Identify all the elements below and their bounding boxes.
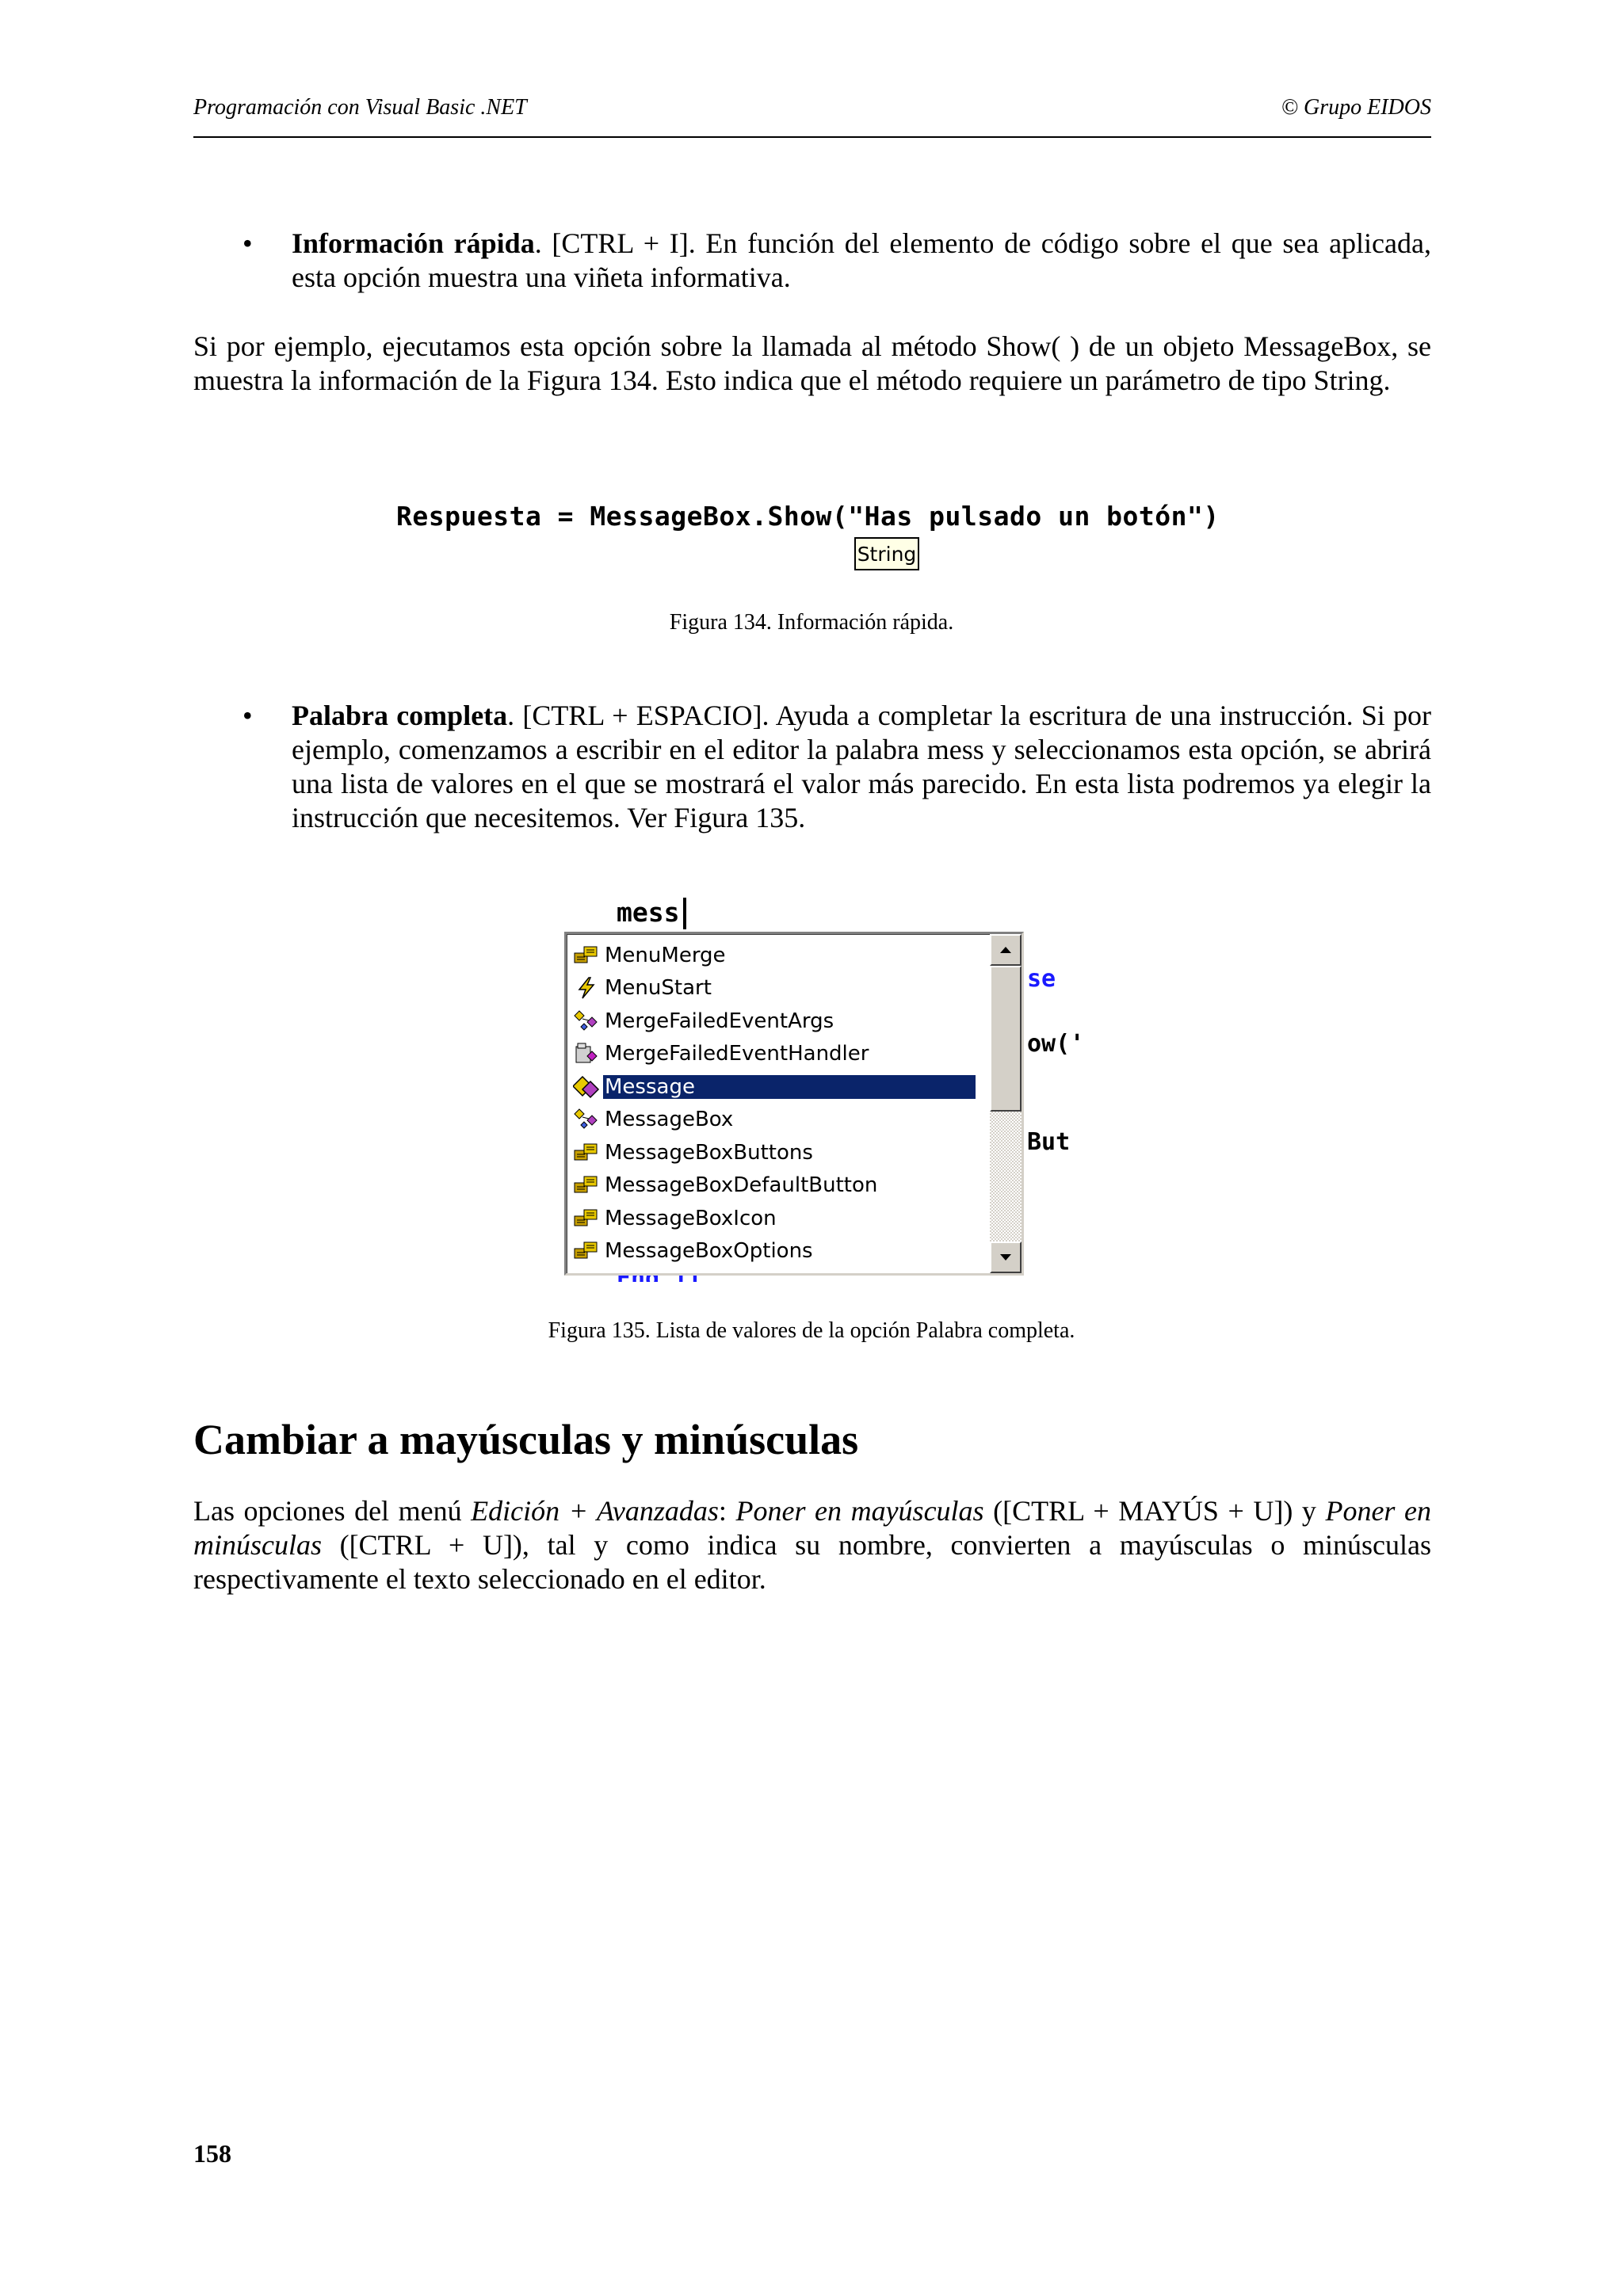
- paragraph: Si por ejemplo, ejecutamos esta opción sobre la llamada al método Show( ) de un objeto MessageBox, se muestra la información de la Figura 134. Esto indica que el método requiere un parámetro de tipo String.: [193, 330, 1431, 396]
- completion-item[interactable]: [570, 1070, 985, 1104]
- paragraph: [193, 1494, 1431, 1596]
- delegate-icon: [570, 1039, 603, 1068]
- enum-icon: [570, 1171, 603, 1199]
- text: :: [718, 1495, 736, 1527]
- figure-caption: Figura 135. Lista de valores de la opción Palabra completa.: [548, 1318, 1075, 1343]
- class-icon: [570, 1105, 603, 1134]
- completion-item[interactable]: [570, 939, 985, 972]
- completion-item-label: MenuMerge: [605, 943, 726, 967]
- running-header-title: Programación con Visual Basic .NET: [193, 95, 527, 120]
- bullet-marker: •: [242, 700, 253, 731]
- figure-caption: Figura 134. Información rápida.: [669, 610, 954, 635]
- completion-items: [570, 939, 985, 1268]
- completion-item-label: MergeFailedEventHandler: [605, 1042, 869, 1066]
- completion-item[interactable]: [570, 1169, 985, 1203]
- bullet-term: Palabra completa: [292, 700, 508, 731]
- page-number: 158: [193, 2139, 231, 2168]
- enum-icon: [570, 1204, 603, 1233]
- obscured-code: se: [1027, 965, 1056, 993]
- completion-item-label: MessageBoxButtons: [605, 1140, 813, 1165]
- completion-item[interactable]: [570, 1202, 985, 1235]
- enum-icon: [570, 941, 603, 970]
- completion-item-label: Message: [603, 1075, 976, 1099]
- code-line: Respuesta = MessageBox.Show("Has pulsado un botón"): [396, 501, 1220, 532]
- completion-item-label: MessageBoxDefaultButton: [605, 1173, 878, 1198]
- text: ([CTRL + MAYÚS + U]) y: [983, 1495, 1326, 1527]
- section-heading: Cambiar a mayúsculas y minúsculas: [193, 1416, 859, 1463]
- option-name: Poner en mayúsculas: [735, 1495, 984, 1527]
- obscured-code: ow(': [1027, 1030, 1085, 1058]
- arrow-down-icon: [999, 1253, 1012, 1261]
- bullet-info-rapida: [292, 227, 1431, 295]
- completion-item-label: MergeFailedEventArgs: [605, 1009, 834, 1033]
- scrollbar-thumb[interactable]: [990, 966, 1022, 1112]
- enum-icon: [570, 1138, 603, 1167]
- completion-item[interactable]: [570, 1235, 985, 1268]
- class-icon: [570, 1007, 603, 1035]
- obscured-code: But: [1027, 1128, 1071, 1156]
- completion-item[interactable]: [570, 1136, 985, 1169]
- option-name: Poner en minúsculas: [193, 1495, 1431, 1561]
- text: ([CTRL + U]), tal y como indica su nombre, convierten a mayúsculas o minúsculas respectivamente el texto seleccionado en el editor.: [193, 1529, 1431, 1595]
- text: Las opciones del menú: [193, 1495, 472, 1527]
- bullet-text: . [CTRL + I]. En función del elemento de código sobre el que sea aplicada, esta opción muestra una viñeta informativa.: [292, 227, 1431, 293]
- bullet-palabra-completa: [292, 699, 1431, 835]
- completion-item[interactable]: [570, 1038, 985, 1071]
- scroll-up-button[interactable]: [990, 934, 1022, 966]
- bullet-term: Información rápida: [292, 227, 535, 259]
- event-icon: [570, 974, 603, 1002]
- quick-info-tooltip: String: [854, 537, 919, 570]
- text-caret: [683, 898, 686, 929]
- completion-item[interactable]: [570, 972, 985, 1005]
- completion-list[interactable]: [564, 932, 1024, 1276]
- bullet-marker: •: [242, 227, 253, 259]
- completion-item-label: MessageBox: [605, 1108, 734, 1132]
- header-rule: [193, 136, 1431, 138]
- menu-path: Edición + Avanzadas: [471, 1495, 719, 1527]
- scroll-down-button[interactable]: [990, 1241, 1022, 1273]
- structure-icon: [570, 1073, 603, 1101]
- running-header-publisher: © Grupo EIDOS: [1281, 95, 1431, 120]
- completion-item[interactable]: [570, 1005, 985, 1038]
- arrow-up-icon: [999, 946, 1012, 954]
- completion-item-label: MenuStart: [605, 976, 712, 1001]
- completion-item-label: MessageBoxOptions: [605, 1239, 813, 1264]
- bullet-text: . [CTRL + ESPACIO]. Ayuda a completar la escritura de una instrucción. Si por ejemplo, comenzamos a escribir en el editor la palabra mess y seleccionamos esta opción, se abrirá una lista de valores en el que se mostrará el valor más parecido. En esta lista podremos ya elegir la instrucción que necesitemos. Ver Figura 135.: [292, 700, 1432, 833]
- scrollbar[interactable]: [990, 934, 1022, 1273]
- completion-item-label: MessageBoxIcon: [605, 1206, 777, 1230]
- enum-icon: [570, 1237, 603, 1265]
- typed-text: mess: [617, 897, 680, 928]
- completion-item[interactable]: [570, 1104, 985, 1137]
